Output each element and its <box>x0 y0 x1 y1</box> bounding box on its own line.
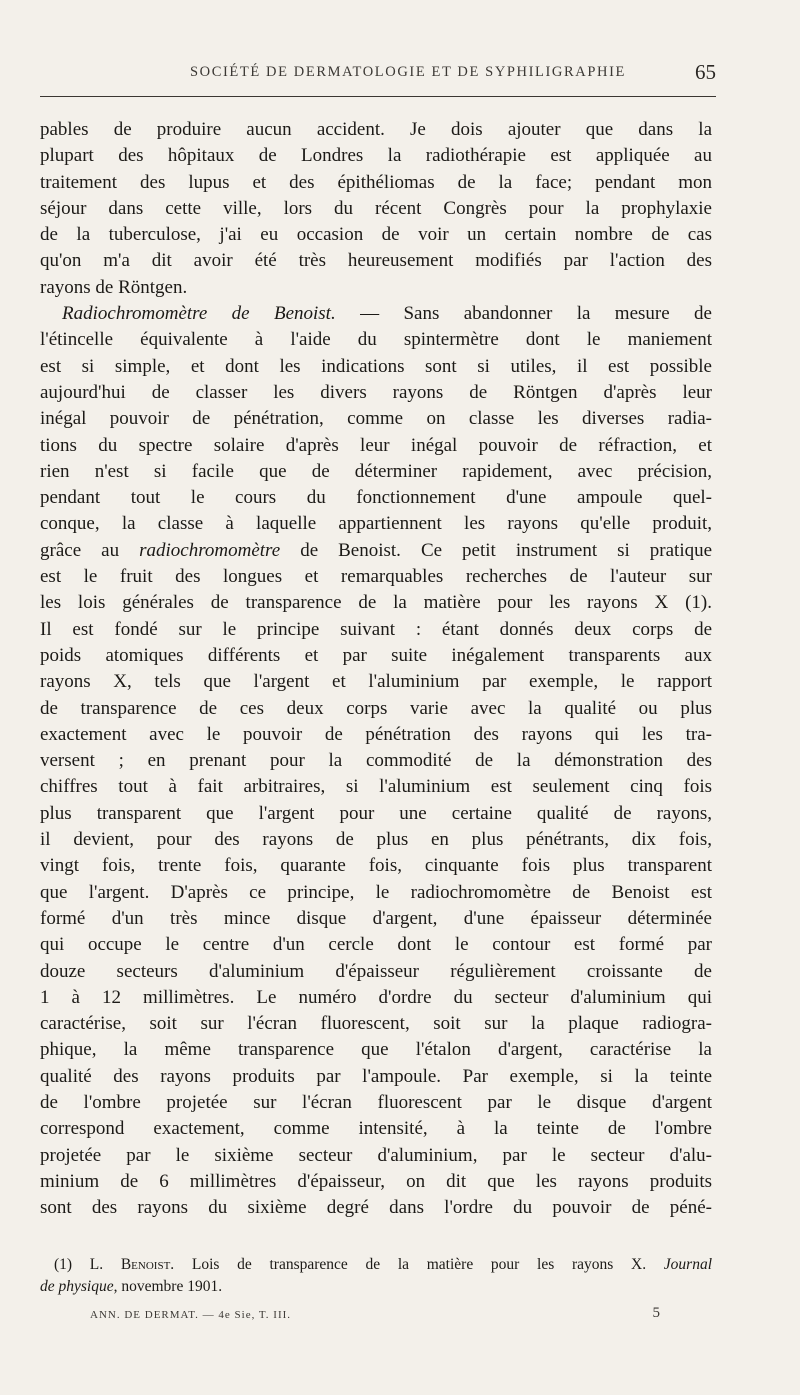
running-title: SOCIÉTÉ DE DERMATOLOGIE ET DE SYPHILIGRAPHIE <box>190 64 626 80</box>
text-line: que l'argent. D'après ce principe, le radiochromomètre de Benoist est <box>40 881 712 903</box>
text-line: correspond exactement, comme intensité, à la teinte de l'ombre <box>40 1118 712 1140</box>
footnote-line: (1) L. Benoist. Lois de transparence de la matière pour les rayons X. Journal <box>54 1256 712 1273</box>
text-line: il devient, pour des rayons de plus en plus pénétrants, dix fois, <box>40 829 712 851</box>
text-line: rayons X, tels que l'argent et l'aluminium par exemple, le rapport <box>40 671 712 693</box>
text-line: rayons de Röntgen. <box>40 276 188 298</box>
text-line: de transparence de ces deux corps varie avec la qualité ou plus <box>40 697 712 719</box>
text-line: traitement des lupus et des épithéliomas de la face; pendant mon <box>40 171 712 193</box>
text-line: versent ; en prenant pour la commodité de la démonstration des <box>40 750 712 772</box>
text-line: est si simple, et dont les indications sont si utiles, il est possible <box>40 355 712 377</box>
text-line: est le fruit des longues et remarquables recherches de l'auteur sur <box>40 566 712 588</box>
text-line: minium de 6 millimètres d'épaisseur, on dit que les rayons produits <box>40 1170 712 1192</box>
text-line: caractérise, soit sur l'écran fluorescent, soit sur la plaque radiogra- <box>40 1013 712 1035</box>
page-number: 65 <box>695 60 716 84</box>
text-line: qui occupe le centre d'un cercle dont le contour est formé par <box>40 934 712 956</box>
text-line: pables de produire aucun accident. Je dois ajouter que dans la <box>40 119 712 140</box>
text-line: de la tuberculose, j'ai eu occasion de voir un certain nombre de cas <box>40 224 712 246</box>
text-line: Il est fondé sur le principe suivant : étant donnés deux corps de <box>40 618 712 640</box>
footnote-author: Benoist <box>120 1256 171 1273</box>
paragraph-start <box>40 301 712 327</box>
text-line: douze secteurs d'aluminium d'épaisseur régulièrement croissante de <box>40 960 712 982</box>
text-line: conque, la classe à laquelle appartiennent les rayons qu'elle produit, <box>40 513 712 535</box>
text-line: 1 à 12 millimètres. Le numéro d'ordre du secteur d'aluminium qui <box>40 986 712 1008</box>
text-line: l'étincelle équivalente à l'aide du spintermètre dont le maniement <box>40 329 712 351</box>
text-line: tions du spectre solaire d'après leur inégal pouvoir de réfraction, et <box>40 434 712 456</box>
text-line: de l'ombre projetée sur l'écran fluorescent par le disque d'argent <box>40 1091 712 1113</box>
text-line: rien n'est si facile que de déterminer rapidement, avec précision, <box>40 460 712 482</box>
text-line: séjour dans cette ville, lors du récent Congrès pour la prophylaxie <box>40 197 712 219</box>
text-line: projetée par le sixième secteur d'aluminium, par le secteur d'alu- <box>40 1144 712 1166</box>
text-line: les lois générales de transparence de la matière pour les rayons X (1). <box>40 592 712 614</box>
text-line: poids atomiques différents et par suite inégalement transparents aux <box>40 644 712 666</box>
text-line: sont des rayons du sixième degré dans l'ordre du pouvoir de péné- <box>40 1197 712 1219</box>
text-line: chiffres tout à fait arbitraires, si l'aluminium est seulement cinq fois <box>40 776 712 798</box>
text-line: exactement avec le pouvoir de pénétration des rayons qui les tra- <box>40 723 712 745</box>
italic-term: radiochromomètre <box>139 539 281 561</box>
section-heading: Radiochromomètre de Benoist. <box>62 303 336 325</box>
text-line: pendant tout le cours du fonctionnement d'une ampoule quel- <box>40 487 712 509</box>
text-line: vingt fois, trente fois, quarante fois, cinquante fois plus transparent <box>40 855 712 877</box>
page-header <box>40 60 716 97</box>
text-line: inégal pouvoir de pénétration, comme on classe les diverses radia- <box>40 408 712 430</box>
footnote <box>40 1254 712 1298</box>
text-line: qu'on m'a dit avoir été très heureusement modifiés par l'action des <box>40 250 712 272</box>
text-line: plus transparent que l'argent pour une certaine qualité de rayons, <box>40 802 712 824</box>
text-line: plupart des hôpitaux de Londres la radiothérapie est appliquée au <box>40 145 712 167</box>
text-line: qualité des rayons produits par l'ampoule. Par exemple, si la teinte <box>40 1065 712 1087</box>
text-line: aujourd'hui de classer les divers rayons de Röntgen d'après leur <box>40 381 712 403</box>
text-line: formé d'un très mince disque d'argent, d'une épaisseur déterminée <box>40 907 712 929</box>
footnote-line: de physique, novembre 1901. <box>40 1278 223 1295</box>
text-line-with-term: grâce au radiochromomètre de Benoist. Ce petit instrument si pratique <box>40 539 713 561</box>
printer-signature: ANN. DE DERMAT. — 4e Sie, T. III. <box>90 1309 292 1321</box>
text-line: — Sans abandonner la mesure de <box>360 303 712 325</box>
sheet-number: 5 <box>652 1305 660 1321</box>
page-footer <box>90 1307 660 1327</box>
body-text <box>40 117 712 1221</box>
text-line: phique, la même transparence que l'étalon d'argent, caractérise la <box>40 1039 712 1061</box>
